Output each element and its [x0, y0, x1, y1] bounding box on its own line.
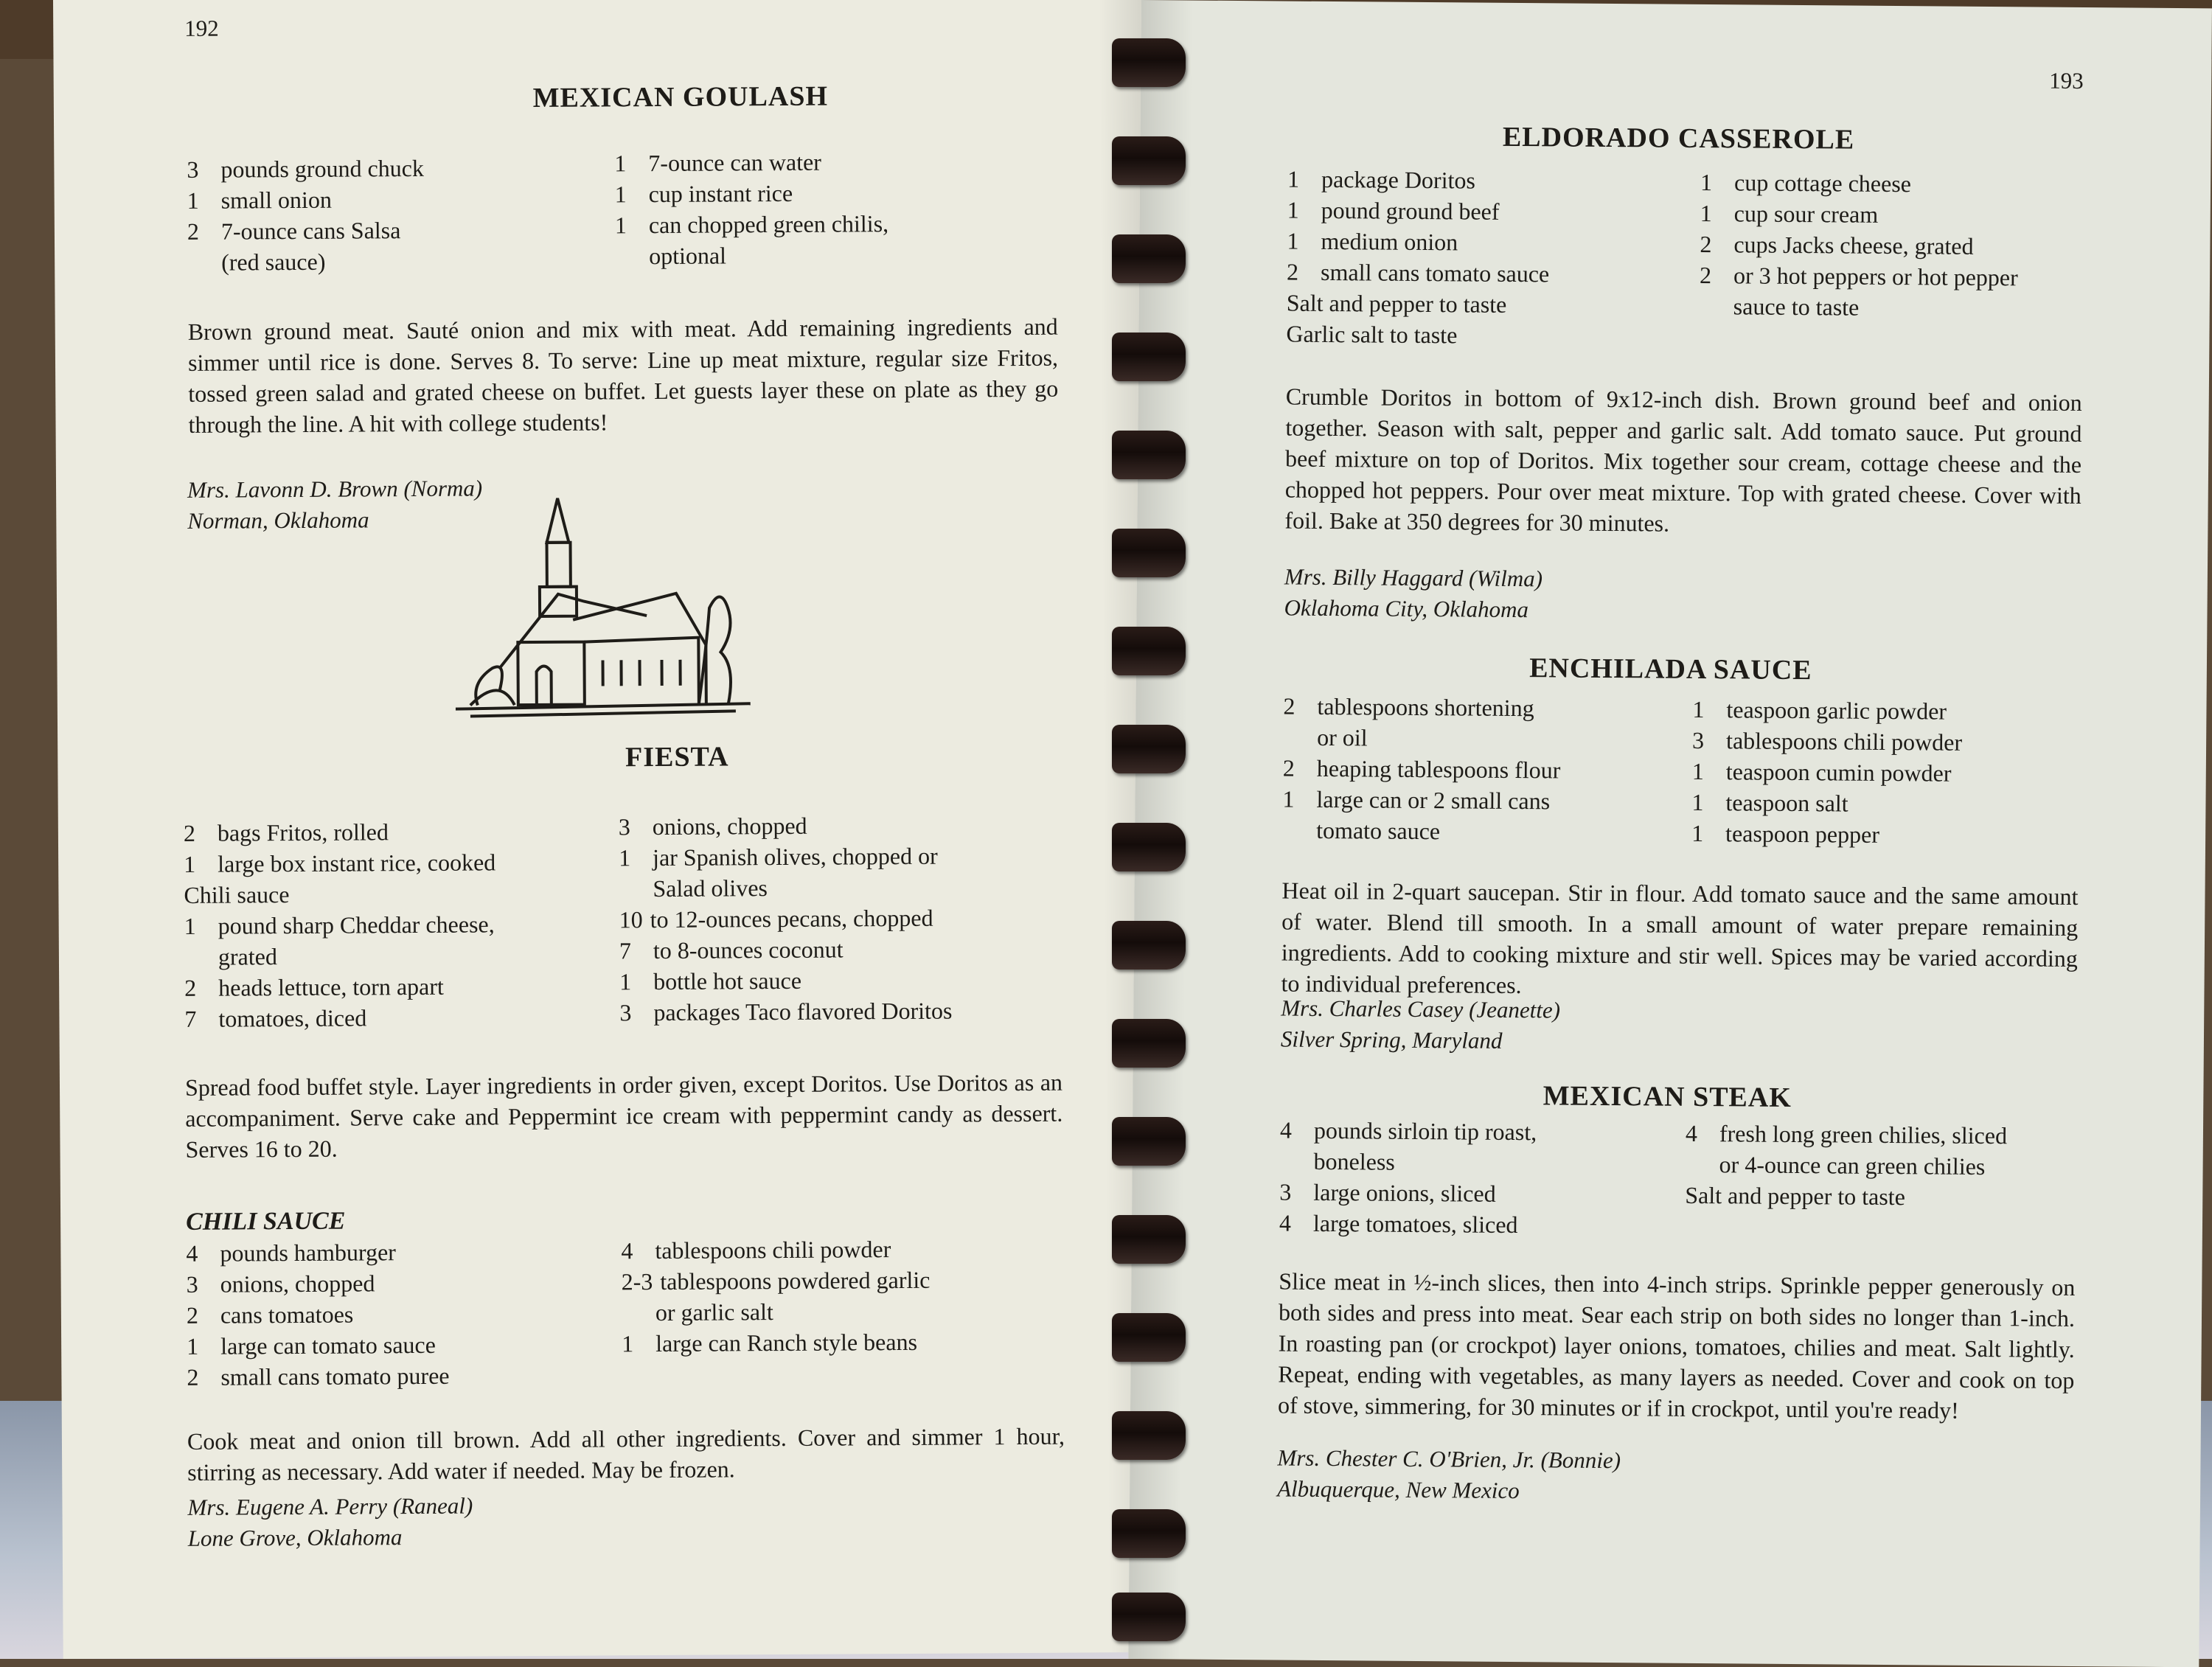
recipe-directions: Cook meat and onion till brown. Add all other ingredients. Cover and simmer 1 hour, stirring as necessary. Add water if needed. May be frozen.: [187, 1421, 1065, 1488]
ingredient-quantity: 10: [619, 904, 643, 935]
ingredient-quantity: 4: [1686, 1118, 1719, 1149]
recipe-title-chili-sauce: CHILI SAUCE: [186, 1208, 346, 1236]
ingredients-list: [1700, 167, 2114, 324]
ingredient-item: [1282, 815, 1680, 849]
binding-coil: [1112, 921, 1186, 970]
ingredient-text: pound ground beef: [1321, 195, 1700, 229]
ingredient-item: [1700, 290, 2112, 324]
ingredient-quantity: [1279, 1146, 1313, 1177]
ingredient-item: [184, 877, 611, 911]
left-page: [53, 0, 1153, 1659]
ingredient-item: [615, 238, 1028, 271]
binding-coil: [1112, 1411, 1186, 1460]
recipe-title-fiesta: FIESTA: [441, 739, 913, 775]
ingredient-item: [1700, 260, 2112, 293]
recipe-credit: [1277, 1443, 1621, 1508]
ingredient-text: or garlic salt: [655, 1295, 1064, 1328]
ingredient-quantity: 2: [1283, 753, 1317, 784]
ingredient-quantity: 1: [615, 209, 649, 240]
ingredient-text: tomatoes, diced: [218, 1000, 612, 1034]
ingredient-item: [1279, 1146, 1677, 1180]
recipe-credit: [1284, 562, 1543, 626]
binding-coil: [1112, 1593, 1186, 1641]
ingredient-text: package Doritos: [1321, 164, 1700, 198]
ingredient-text: cups Jacks cheese, grated: [1733, 229, 2112, 262]
ingredient-item: [187, 244, 600, 277]
ingredient-text: teaspoon salt: [1725, 787, 2090, 821]
ingredient-quantity: 2: [1700, 260, 1733, 290]
credit-name: Mrs. Eugene A. Perry (Raneal): [187, 1491, 473, 1523]
ingredient-quantity: 1: [184, 911, 218, 942]
ingredient-item: [1286, 319, 1699, 352]
ingredient-item: [619, 933, 1062, 967]
ingredient-item: [614, 176, 1027, 209]
binding-coil: [1112, 38, 1186, 87]
credit-name: Mrs. Chester C. O'Brien, Jr. (Bonnie): [1277, 1443, 1621, 1477]
ingredient-quantity: 1: [1287, 195, 1321, 226]
ingredient-quantity: 2: [184, 818, 218, 849]
binding-coil: [1112, 627, 1186, 675]
ingredient-quantity: 2: [1287, 257, 1321, 288]
ingredient-text: 7-ounce cans Salsa: [221, 213, 600, 246]
ingredient-item: [1691, 787, 2090, 821]
ingredient-text: onions, chopped: [653, 809, 1061, 842]
ingredient-quantity: 2-3: [622, 1266, 653, 1297]
ingredient-text: cup sour cream: [1734, 198, 2113, 232]
ingredients-list: [614, 145, 1028, 271]
ingredient-text: tomato sauce: [1316, 815, 1680, 849]
ingredient-text: onions, chopped: [220, 1266, 614, 1299]
ingredient-text: heads lettuce, torn apart: [218, 970, 612, 1003]
binding-coil: [1112, 333, 1186, 381]
ingredient-text: Garlic salt to taste: [1286, 319, 1699, 352]
ingredient-item: [1692, 694, 2090, 728]
ingredient-item: [1283, 753, 1681, 787]
ingredient-text: can chopped green chilis,: [649, 207, 1028, 240]
ingredient-item: [1287, 288, 1700, 321]
ingredient-item: [619, 964, 1062, 998]
binding-coil: [1112, 136, 1186, 185]
credit-name: Mrs. Charles Casey (Jeanette): [1281, 993, 1560, 1026]
ingredient-quantity: 3: [187, 1269, 220, 1300]
binding-coil: [1112, 529, 1186, 577]
ingredient-quantity: 1: [187, 185, 221, 216]
ingredient-quantity: [1283, 722, 1317, 753]
ingredients-list: [187, 151, 600, 277]
ingredient-text: large can tomato sauce: [220, 1328, 614, 1361]
ingredient-item: [1287, 226, 1700, 260]
credit-place: Oklahoma City, Oklahoma: [1284, 593, 1542, 626]
binding-coil: [1112, 1215, 1186, 1264]
ingredient-text: teaspoon cumin powder: [1726, 756, 2090, 790]
ingredient-quantity: 1: [1692, 756, 1726, 787]
ingredient-text: pound sharp Cheddar cheese,: [218, 908, 612, 941]
ingredient-quantity: 7: [619, 935, 653, 966]
ingredient-quantity: 1: [1287, 164, 1321, 195]
ingredient-item: [187, 151, 599, 184]
ingredient-quantity: [184, 942, 218, 972]
binding-coil: [1112, 1117, 1186, 1166]
ingredient-quantity: 3: [1692, 725, 1726, 756]
credit-place: Lone Grove, Oklahoma: [188, 1522, 473, 1554]
ingredient-text: pounds hamburger: [220, 1235, 613, 1268]
ingredient-item: [1700, 167, 2113, 201]
ingredient-item: [619, 995, 1062, 1029]
ingredients-list: [1279, 1115, 1678, 1242]
ingredient-quantity: 1: [622, 1328, 655, 1359]
ingredient-text: tablespoons powdered garlic: [660, 1264, 1064, 1297]
ingredient-text: teaspoon pepper: [1725, 818, 2090, 852]
recipe-title-enchilada-sauce: ENCHILADA SAUCE: [1435, 651, 1907, 687]
ingredient-item: [187, 1297, 614, 1331]
binding-coil: [1112, 1509, 1186, 1558]
ingredient-text: to 12-ounces pecans, chopped: [650, 902, 1062, 935]
ingredient-text: tablespoons shortening: [1317, 691, 1681, 725]
ingredient-item: [1692, 756, 2090, 790]
ingredient-text: or oil: [1317, 722, 1681, 756]
ingredient-item: [184, 970, 612, 1003]
ingredient-quantity: 1: [1692, 694, 1726, 725]
credit-place: Silver Spring, Maryland: [1281, 1024, 1560, 1057]
ingredients-list: [1691, 694, 2091, 852]
ingredient-text: to 8-ounces coconut: [653, 933, 1062, 966]
ingredient-quantity: 1: [1691, 818, 1725, 849]
binding-coil: [1112, 725, 1186, 773]
recipe-directions: Spread food buffet style. Layer ingredients in order given, except Doritos. Use Doritos as an accompaniment. Serve cake and Peppermint ice cream with peppermint candy as dessert. Serves 16 to 20.: [185, 1067, 1063, 1165]
recipe-title-eldorado-casserole: ELDORADO CASSEROLE: [1442, 120, 1914, 156]
ingredients-list: [1685, 1118, 2098, 1214]
ingredient-text: large tomatoes, sliced: [1313, 1208, 1677, 1242]
right-page: [1128, 0, 2212, 1667]
ingredient-text: pounds ground chuck: [220, 151, 599, 184]
ingredient-item: [187, 1359, 614, 1393]
ingredient-text: bags Fritos, rolled: [218, 815, 611, 848]
ingredient-text: (red sauce): [221, 244, 600, 277]
ingredient-item: [1691, 818, 2090, 852]
ingredient-item: [1287, 164, 1700, 198]
ingredient-text: jar Spanish olives, chopped or: [653, 840, 1061, 873]
ingredient-text: large can or 2 small cans: [1316, 784, 1680, 818]
ingredient-text: sauce to taste: [1733, 290, 2112, 324]
ingredient-text: or 4-ounce can green chilies: [1719, 1149, 2098, 1183]
ingredient-text: or 3 hot peppers or hot pepper: [1733, 260, 2112, 293]
ingredient-quantity: 2: [1283, 691, 1317, 722]
ingredient-text: medium onion: [1321, 226, 1700, 260]
ingredient-quantity: 1: [1287, 226, 1321, 257]
credit-place: Albuquerque, New Mexico: [1277, 1474, 1621, 1508]
ingredient-quantity: 3: [619, 997, 653, 1028]
ingredient-text: cup instant rice: [648, 176, 1027, 209]
binding-coil: [1112, 1019, 1186, 1068]
ingredient-quantity: [187, 247, 221, 278]
ingredient-text: large onions, sliced: [1313, 1177, 1677, 1211]
ingredient-text: small cans tomato puree: [220, 1359, 614, 1392]
ingredient-item: [184, 815, 611, 849]
ingredient-text: small onion: [221, 182, 600, 215]
ingredient-text: small cans tomato sauce: [1321, 257, 1700, 290]
credit-name: Mrs. Lavonn D. Brown (Norma): [187, 473, 482, 505]
ingredient-quantity: [622, 1297, 655, 1328]
ingredient-item: [619, 902, 1062, 936]
ingredient-item: [619, 840, 1061, 874]
ingredient-item: [622, 1295, 1064, 1329]
ingredient-quantity: 4: [186, 1238, 220, 1269]
ingredients-list: [621, 1233, 1064, 1360]
ingredient-text: 7-ounce can water: [648, 145, 1027, 178]
ingredient-item: [1685, 1180, 2098, 1214]
ingredient-quantity: 1: [614, 178, 648, 209]
ingredient-text: boneless: [1313, 1146, 1677, 1180]
recipe-credit: [1281, 993, 1560, 1057]
ingredient-item: [622, 1326, 1064, 1360]
binding-coil: [1112, 234, 1186, 283]
ingredient-item: [184, 939, 612, 972]
ingredients-list: [184, 815, 613, 1034]
ingredient-item: [1283, 722, 1681, 756]
recipe-credit: [187, 1491, 473, 1554]
ingredient-item: [1279, 1208, 1677, 1242]
ingredient-item: [619, 809, 1061, 843]
ingredient-quantity: [615, 240, 649, 271]
ingredient-quantity: 3: [187, 154, 220, 185]
ingredient-quantity: [1282, 815, 1316, 846]
recipe-directions: Crumble Doritos in bottom of 9x12-inch dish. Brown ground beef and onion together. Season with salt, pepper and garlic salt. Add tomato sauce. Put ground beef mixture on top of Doritos. Mix together sour cream, cottage cheese and the chopped hot peppers. Pour over meat mixture. Top with grated cheese. Cover with foil. Bake at 350 degrees for 30 minutes.: [1284, 381, 2082, 542]
ingredient-quantity: 2: [187, 1362, 220, 1393]
ingredient-text: bottle hot sauce: [653, 964, 1062, 997]
ingredient-quantity: 1: [619, 966, 653, 997]
ingredient-text: large can Ranch style beans: [655, 1326, 1064, 1359]
ingredient-item: [184, 846, 611, 880]
church-illustration: [454, 482, 751, 720]
ingredient-text: Salt and pepper to taste: [1685, 1180, 2098, 1214]
ingredient-text: fresh long green chilies, sliced: [1719, 1118, 2098, 1152]
ingredient-item: [1686, 1118, 2098, 1152]
ingredient-item: [1287, 195, 1700, 229]
ingredient-quantity: [619, 873, 653, 904]
ingredient-quantity: 1: [1282, 784, 1316, 815]
ingredients-list: [1286, 164, 1700, 352]
ingredient-quantity: 3: [1279, 1177, 1313, 1208]
ingredient-item: [187, 1266, 614, 1300]
ingredient-text: Salad olives: [653, 871, 1061, 904]
ingredient-item: [1287, 257, 1700, 290]
ingredient-quantity: 4: [1279, 1208, 1313, 1239]
ingredient-text: pounds sirloin tip roast,: [1314, 1115, 1678, 1149]
ingredient-quantity: 1: [184, 849, 218, 880]
ingredient-item: [1700, 198, 2113, 232]
ingredient-item: [1692, 725, 2090, 759]
ingredient-item: [1279, 1177, 1677, 1211]
ingredients-list: [1282, 691, 1682, 849]
recipe-credit: [187, 473, 483, 536]
ingredient-quantity: 2: [184, 972, 218, 1003]
ingredient-text: tablespoons chili powder: [655, 1233, 1063, 1266]
ingredient-item: [621, 1233, 1063, 1267]
ingredient-quantity: 1: [614, 147, 648, 178]
ingredient-text: heaping tablespoons flour: [1317, 753, 1681, 787]
ingredient-item: [187, 182, 600, 215]
ingredient-item: [619, 871, 1061, 905]
ingredient-quantity: 1: [1700, 198, 1734, 229]
recipe-title-mexican-goulash: MEXICAN GOULASH: [445, 80, 917, 115]
binding-coil: [1112, 823, 1186, 871]
ingredient-text: cans tomatoes: [220, 1297, 614, 1330]
ingredient-item: [615, 207, 1028, 240]
ingredient-item: [1282, 784, 1680, 818]
ingredient-quantity: 7: [184, 1003, 218, 1034]
ingredient-item: [1283, 691, 1681, 725]
ingredient-quantity: 4: [1280, 1115, 1314, 1146]
ingredient-text: grated: [218, 939, 612, 972]
ingredient-quantity: 1: [1691, 787, 1725, 818]
ingredient-item: [186, 1235, 613, 1269]
ingredient-quantity: 1: [187, 1331, 220, 1362]
ingredient-text: optional: [649, 238, 1028, 271]
ingredient-quantity: 2: [187, 1300, 220, 1331]
ingredient-item: [1280, 1115, 1678, 1149]
ingredient-item: [187, 213, 600, 246]
credit-name: Mrs. Billy Haggard (Wilma): [1284, 562, 1543, 595]
recipe-directions: Heat oil in 2-quart saucepan. Stir in flour. Add tomato sauce and the same amount of water. Blend till smooth. In a small amount of water prepare remaining ingredients. Add to cooking mixture and stir well. Spices may be varied according to individual preferences.: [1281, 875, 2078, 1005]
ingredient-quantity: 1: [619, 842, 653, 873]
recipe-directions: Slice meat in ½-inch slices, then into 4-inch strips. Sprinkle pepper generously on both sides and press into meat. Sear each strip on both sides no longer than 1-inch. In roasting pan (or crockpot) layer onions, tomatoes, chilies and meat. Salt lightly. Repeat, ending with vegetables, as many layers as needed. Cover and cook on top of stove, simmering, for 30 minutes or if in crockpot, until you're ready!: [1278, 1266, 2076, 1427]
ingredient-quantity: [1700, 290, 1733, 321]
ingredient-item: [614, 145, 1027, 178]
ingredient-quantity: 1: [1700, 167, 1734, 198]
ingredient-text: packages Taco flavored Doritos: [653, 995, 1062, 1028]
ingredient-item: [622, 1264, 1064, 1298]
ingredient-text: tablespoons chili powder: [1726, 725, 2090, 759]
recipe-directions: Brown ground meat. Sauté onion and mix with meat. Add remaining ingredients and simmer until rice is done. Serves 8. To serve: Line up meat mixture, regular size Fritos, tossed green salad and grated cheese on buffet. Let guests layer these on plate as they go through the line. A hit with college students!: [188, 311, 1059, 440]
credit-place: Norman, Oklahoma: [187, 504, 482, 536]
ingredients-list: [186, 1235, 614, 1393]
ingredient-quantity: 2: [187, 216, 221, 247]
binding-coil: [1112, 431, 1186, 479]
ingredients-list: [619, 809, 1062, 1029]
ingredient-text: Salt and pepper to taste: [1287, 288, 1700, 321]
ingredient-quantity: 3: [619, 811, 653, 842]
page-number: 193: [2049, 68, 2084, 94]
ingredient-item: [187, 1328, 614, 1362]
ingredient-text: Chili sauce: [184, 877, 611, 911]
ingredient-quantity: 4: [621, 1235, 655, 1266]
ingredient-text: cup cottage cheese: [1734, 167, 2113, 201]
ingredient-item: [1700, 229, 2112, 262]
ingredient-quantity: 2: [1700, 229, 1733, 260]
binding-coil: [1112, 1313, 1186, 1362]
ingredient-item: [184, 908, 612, 942]
ingredient-item: [184, 1000, 612, 1034]
recipe-title-mexican-steak: MEXICAN STEAK: [1431, 1079, 1903, 1115]
ingredient-text: teaspoon garlic powder: [1726, 694, 2090, 728]
ingredient-text: large box instant rice, cooked: [218, 846, 611, 879]
ingredient-item: [1685, 1149, 2098, 1183]
page-number: 192: [184, 15, 219, 42]
ingredient-quantity: [1685, 1149, 1719, 1180]
